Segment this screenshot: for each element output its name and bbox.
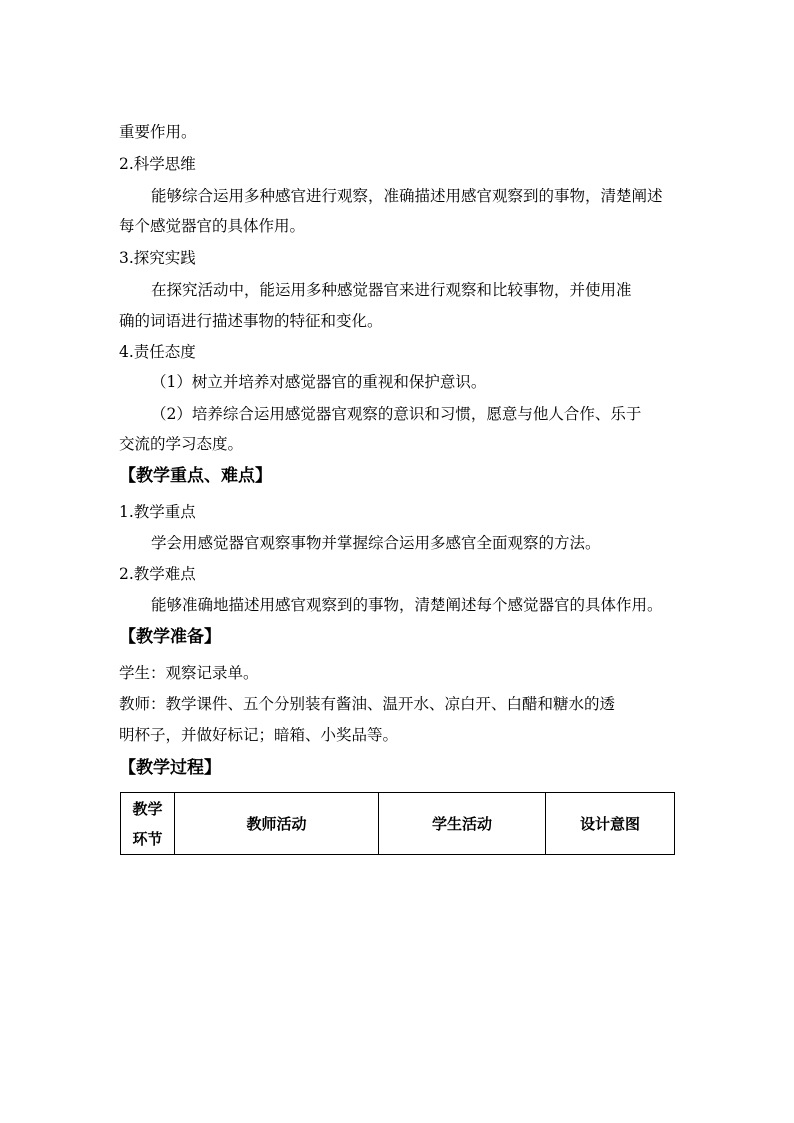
section-heading-preparation: 【教学准备】 bbox=[119, 627, 221, 647]
paragraph-text: 能够综合运用多种感官进行观察，准确描述用感官观察到的事物，清楚阐述 bbox=[151, 187, 663, 205]
subsection-title: 4.责任态度 bbox=[119, 343, 196, 361]
paragraph-text: 确的词语进行描述事物的特征和变化。 bbox=[119, 312, 383, 330]
table-header-stage-line2: 环节 bbox=[132, 829, 163, 848]
paragraph-text: 明杯子，并做好标记；暗箱、小奖品等。 bbox=[119, 726, 399, 744]
paragraph-text: 在探究活动中，能运用多种感觉器官来进行观察和比较事物，并使用准 bbox=[151, 281, 632, 299]
table-header-row bbox=[121, 793, 675, 855]
paragraph-text: 学生：观察记录单。 bbox=[119, 664, 259, 682]
section-heading-key-points: 【教学重点、难点】 bbox=[119, 466, 272, 486]
paragraph-text: （2）培养综合运用感觉器官观察的意识和习惯，愿意与他人合作、乐于 bbox=[151, 405, 642, 423]
subsection-title: 3.探究实践 bbox=[119, 249, 196, 267]
process-table bbox=[120, 792, 675, 855]
paragraph-text: 重要作用。 bbox=[119, 123, 197, 141]
paragraph-text: 能够准确地描述用感官观察到的事物，清楚阐述每个感觉器官的具体作用。 bbox=[151, 596, 663, 614]
table-header-teacher-activity: 教师活动 bbox=[175, 793, 379, 855]
section-heading-process: 【教学过程】 bbox=[119, 758, 221, 778]
paragraph-text: 交流的学习态度。 bbox=[119, 435, 244, 453]
paragraph-text: （1）树立并培养对感觉器官的重视和保护意识。 bbox=[151, 373, 487, 391]
table-header-design-intent: 设计意图 bbox=[546, 793, 675, 855]
paragraph-text: 每个感觉器官的具体作用。 bbox=[119, 217, 306, 235]
table-header-stage-line1: 教学 bbox=[132, 799, 163, 818]
subsection-title: 2.教学难点 bbox=[119, 565, 196, 583]
table-header-student-activity: 学生活动 bbox=[379, 793, 546, 855]
paragraph-text: 学会用感觉器官观察事物并掌握综合运用多感官全面观察的方法。 bbox=[151, 534, 601, 552]
paragraph-text: 教师：教学课件、五个分别装有酱油、温开水、凉白开、白醋和糖水的透 bbox=[119, 695, 616, 713]
subsection-title: 1.教学重点 bbox=[119, 503, 196, 521]
subsection-title: 2.科学思维 bbox=[119, 155, 196, 173]
table-header-stage bbox=[121, 793, 175, 855]
